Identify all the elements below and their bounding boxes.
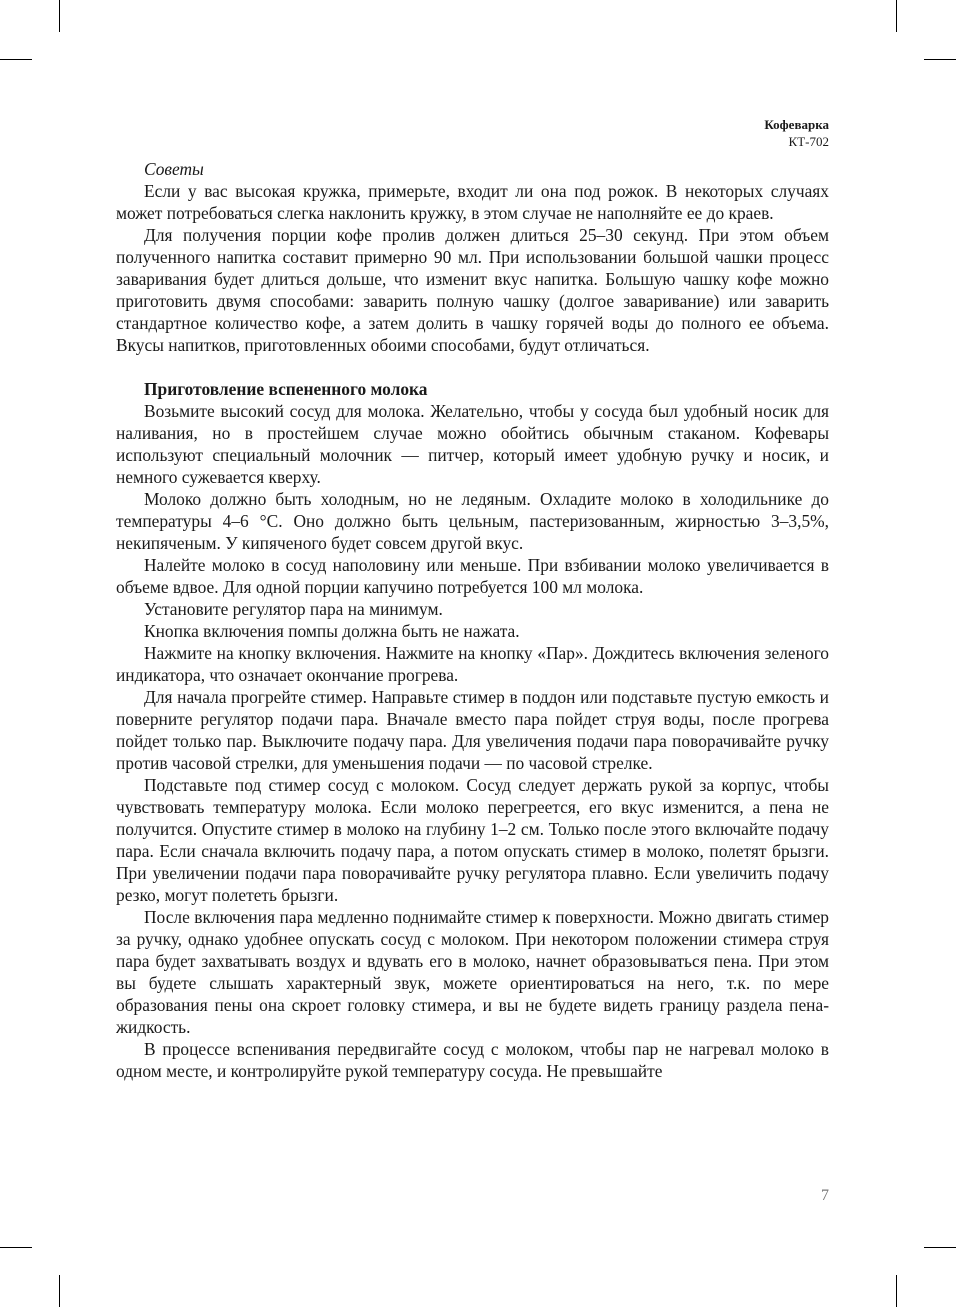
page-body (116, 158, 829, 1082)
milk-paragraph: После включения пара медленно поднимайте стимер к поверхности. Можно двигать стимер за ручку, однако удобнее опускать сосуд с молоком. При некотором положении стимера струя пара будет захватывать воздух и вдувать его в молоко, начнет образовываться пена. При этом вы будете слышать характерный звук, можете ориентироваться на него, т.к. по мере образования пены она скроет головку стимера, и вы не будете видеть границу раздела пена-жидкость. (116, 907, 829, 1037)
tips-paragraph: Если у вас высокая кружка, примерьте, входит ли она под рожок. В некоторых случаях может потребоваться слегка наклонить кружку, в этом случае не наполняйте ее до краев. (116, 181, 829, 223)
crop-mark-bottom-right-vertical (896, 1275, 897, 1307)
crop-mark-bottom-right-horizontal (924, 1247, 956, 1248)
milk-paragraph: В процессе вспенивания передвигайте сосуд с молоком, чтобы пар не нагревал молоко в одном месте, и контролируйте рукой температуру сосуда. Не превышайте (116, 1039, 829, 1081)
milk-paragraph: Нажмите на кнопку включения. Нажмите на кнопку «Пар». Дождитесь включения зеленого индикатора, что означает окончание прогрева. (116, 643, 829, 685)
milk-paragraph: Возьмите высокий сосуд для молока. Желательно, чтобы у сосуда был удобный носик для наливания, но в простейшем случае можно обойтись обычным стаканом. Кофевары используют специальный молочник — питчер, который имеет удобную ручку и носик, и немного сужевается кверху. (116, 401, 829, 487)
milk-paragraph: Установите регулятор пара на минимум. (144, 599, 443, 619)
running-header (764, 116, 829, 150)
crop-mark-bottom-left-vertical (59, 1275, 60, 1307)
header-model-name: Кофеварка (764, 117, 829, 132)
crop-mark-top-left-horizontal (0, 59, 32, 60)
tips-heading: Советы (144, 159, 204, 179)
crop-mark-top-right-horizontal (924, 59, 956, 60)
header-model-code: КТ-702 (788, 134, 829, 149)
milk-paragraph: Молоко должно быть холодным, но не ледяным. Охладите молоко в холодильнике до температуры 4–6 °С. Оно должно быть цельным, пастеризованным, жирностью 3–3,5%, некипяченым. У кипяченого будет совсем другой вкус. (116, 489, 829, 553)
crop-mark-top-left-vertical (59, 0, 60, 32)
tips-paragraph: Для получения порции кофе пролив должен длиться 25–30 секунд. При этом объем полученного напитка составит примерно 90 мл. При использовании большой чашки процесс заваривания будет длиться дольше, что изменит вкус напитка. Большую чашку кофе можно приготовить двумя способами: заварить полную чашку (долгое заваривание) или заварить стандартное количество кофе, а затем долить в чашку горячей воды до полного ее объема. Вкусы напитков, приготовленных обоими способами, будут отличаться. (116, 225, 829, 355)
milk-paragraph: Подставьте под стимер сосуд с молоком. Сосуд следует держать рукой за корпус, чтобы чувствовать температуру молока. Если молоко перегреется, его вкус изменится, а пена не получится. Опустите стимер в молоко на глубину 1–2 см. Только после этого включайте подачу пара. Если сначала включить подачу пара, а потом опускать стимер в молоко, полетят брызги. При увеличении подачи пара поворачивайте ручку регулятора плавно. Если увеличить подачу резко, могут полететь брызги. (116, 775, 829, 905)
milk-paragraph: Кнопка включения помпы должна быть не нажата. (144, 621, 520, 641)
crop-mark-top-right-vertical (896, 0, 897, 32)
milk-paragraph: Налейте молоко в сосуд наполовину или меньше. При взбивании молоко увеличивается в объеме вдвое. Для одной порции капучино потребуется 100 мл молока. (116, 555, 829, 597)
crop-mark-bottom-left-horizontal (0, 1247, 32, 1248)
milk-section-heading: Приготовление вспененного молока (144, 379, 428, 399)
milk-paragraph: Для начала прогрейте стимер. Направьте стимер в поддон или подставьте пустую емкость и поверните регулятор подачи пара. Вначале вместо пара пойдет струя воды, после прогрева пойдет только пар. Выключите подачу пара. Для увеличения подачи пара поворачивайте ручку против часовой стрелки, для уменьшения подачи — по часовой стрелке. (116, 687, 829, 773)
page-number: 7 (821, 1187, 829, 1204)
